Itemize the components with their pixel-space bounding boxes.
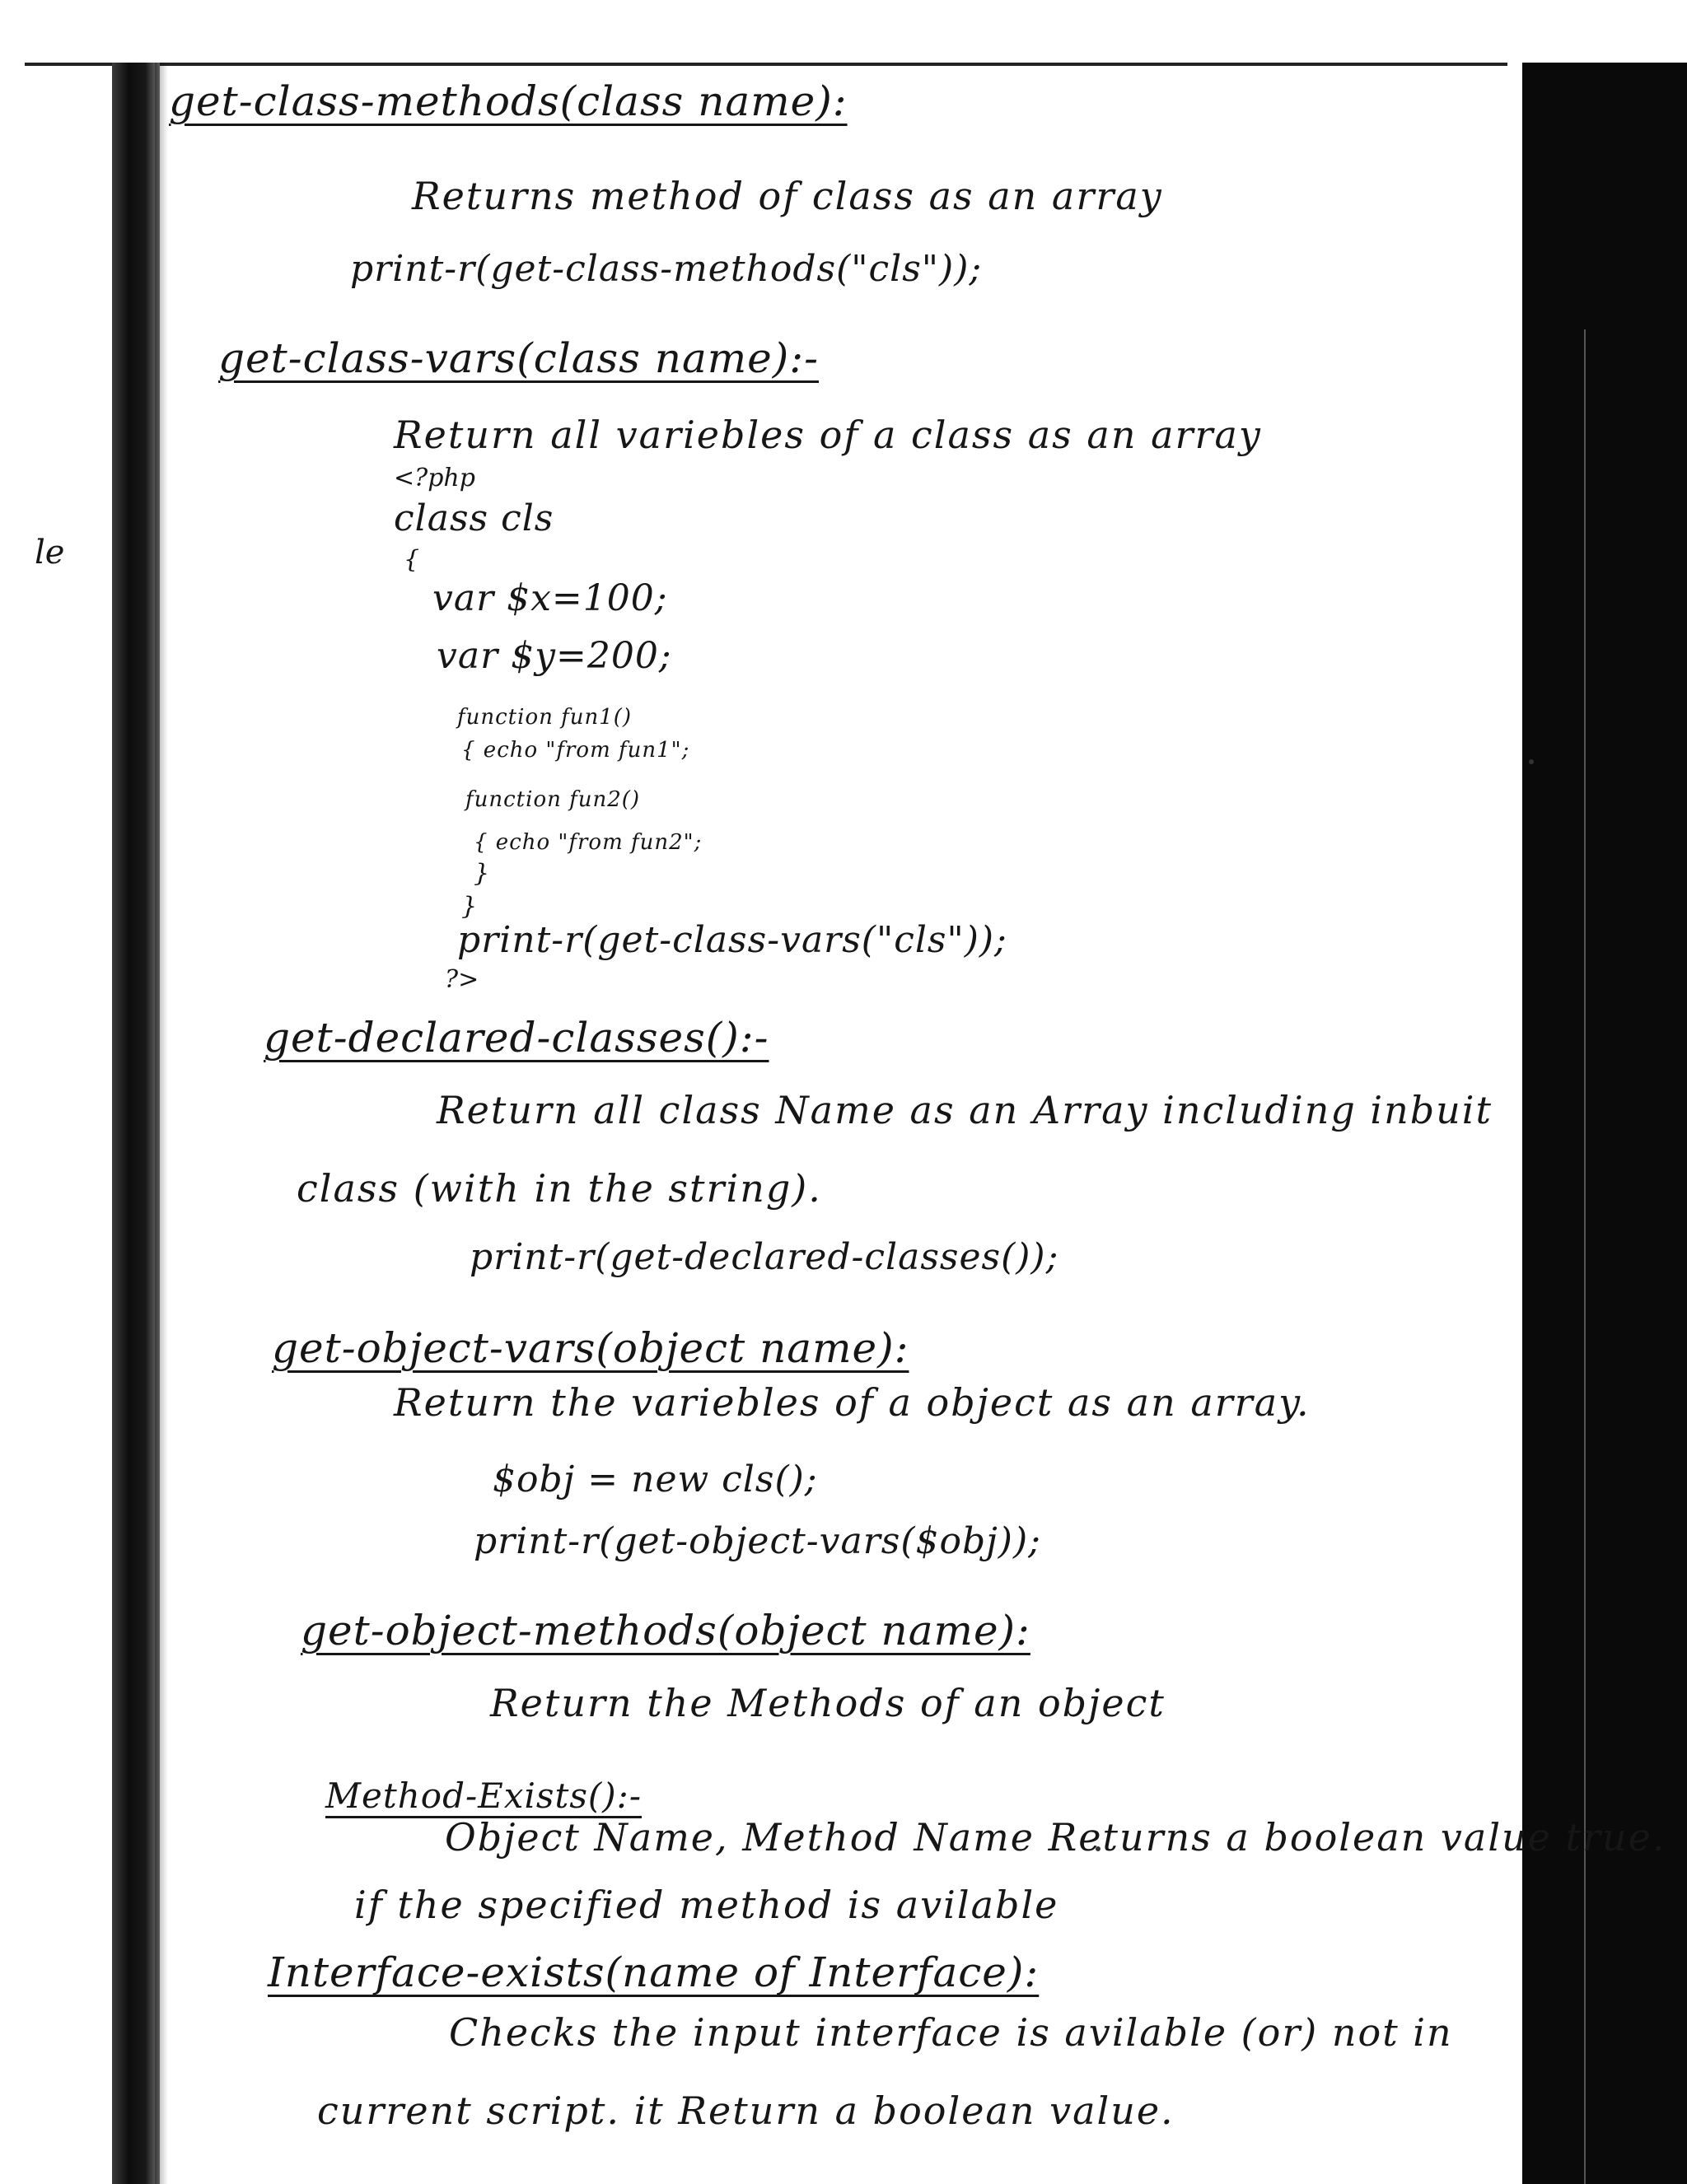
code-line: <?php <box>394 464 475 492</box>
code-line: function fun2() <box>465 787 641 812</box>
code-line: print-r(get-class-vars("cls")); <box>457 919 1007 961</box>
scan-top-edge <box>25 63 1507 66</box>
heading-get-class-vars: get-class-vars(class name):- <box>218 334 820 382</box>
code-line: function fun1() <box>457 705 633 730</box>
heading-get-declared-classes: get-declared-classes():- <box>264 1014 769 1062</box>
code-line: var $x=100; <box>432 577 668 619</box>
text-line: Return all variebles of a class as an array <box>394 413 1262 457</box>
code-line: $obj = new cls(); <box>493 1458 818 1500</box>
code-line: { <box>404 545 420 574</box>
heading-method-exists: Method-Exists():- <box>325 1776 643 1816</box>
heading-get-object-methods: get-object-methods(object name): <box>301 1607 1030 1654</box>
text-line: class (with in the string). <box>297 1166 822 1211</box>
text-line: current script. it Return a boolean value. <box>317 2088 1175 2133</box>
code-line: } <box>461 892 478 921</box>
scan-border-right <box>1522 63 1687 2184</box>
text-line: if the specified method is avilable <box>354 1883 1059 1927</box>
text-line: Object Name, Method Name Returns a boolean value true. <box>445 1815 1666 1860</box>
code-line: print-r(get-object-vars($obj)); <box>474 1520 1041 1562</box>
margin-note: le <box>35 534 65 572</box>
code-line: } <box>474 859 490 888</box>
code-line: { echo "from fun2"; <box>474 830 703 855</box>
code-line: ?> <box>445 965 479 994</box>
scan-fold-line-right <box>1584 329 1586 2184</box>
code-line: class cls <box>394 497 554 539</box>
scan-binding-shadow-left <box>112 63 160 2184</box>
code-line: { echo "from fun1"; <box>461 738 690 763</box>
code-line: var $y=200; <box>437 635 672 677</box>
code-line: print-r(get-declared-classes()); <box>470 1236 1059 1278</box>
text-line: Returns method of class as an array <box>412 174 1163 218</box>
text-line: Return the Methods of an object <box>490 1681 1166 1725</box>
heading-get-object-vars: get-object-vars(object name): <box>272 1324 909 1372</box>
code-line: print-r(get-class-methods("cls")); <box>350 248 983 290</box>
text-line: Checks the input interface is avilable (or) not in <box>449 2010 1453 2055</box>
text-line: Return the variebles of a object as an array. <box>394 1380 1311 1425</box>
heading-interface-exists: Interface-exists(name of Interface): <box>268 1948 1040 1996</box>
text-line: Return all class Name as an Array including inbuit <box>437 1088 1493 1132</box>
speck <box>1529 759 1534 764</box>
heading-get-class-methods: get-class-methods(class name): <box>169 77 848 125</box>
